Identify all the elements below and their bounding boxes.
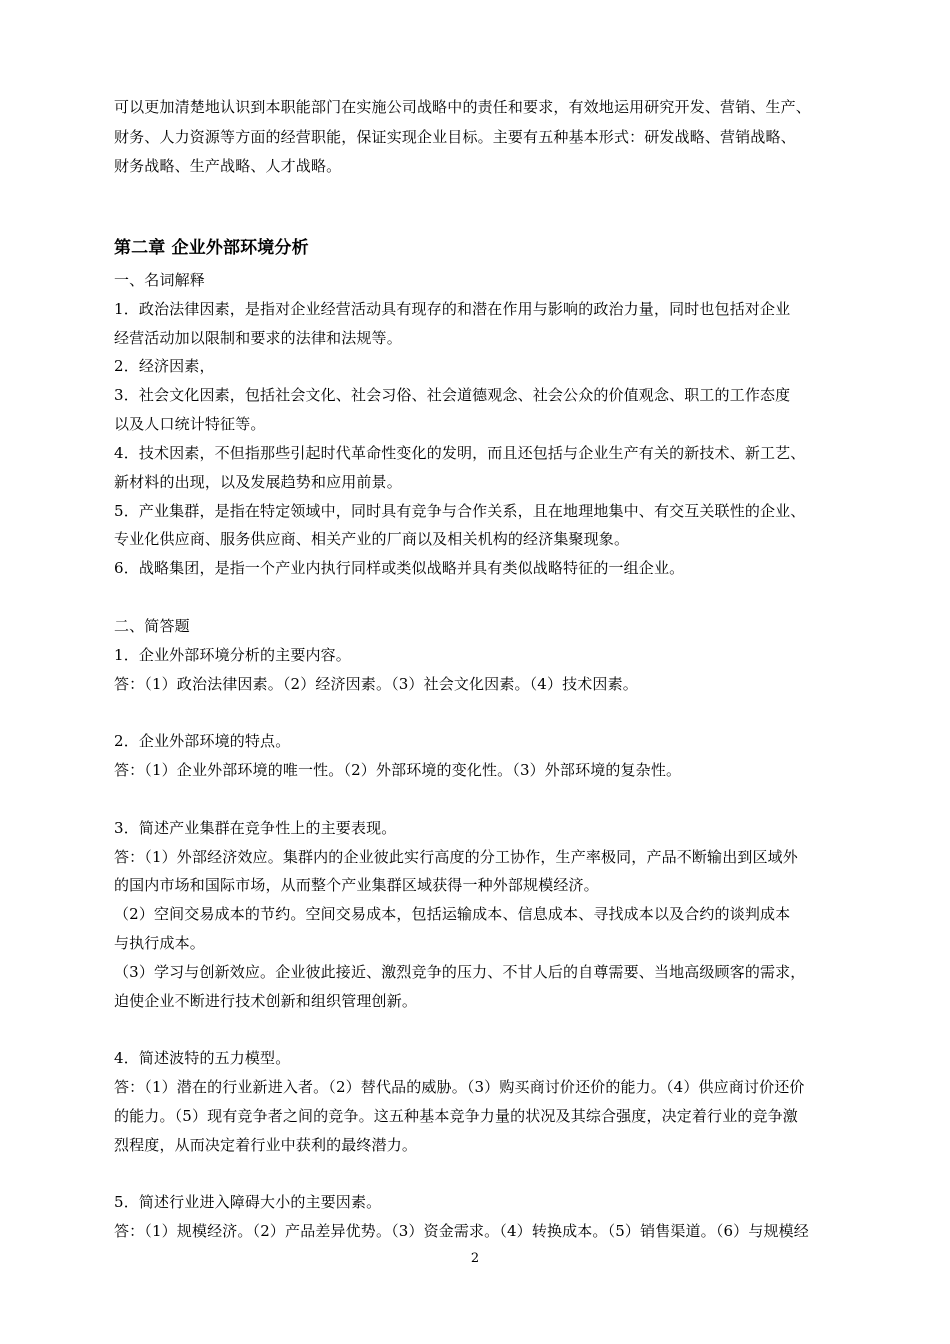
term-line: 3．社会文化因素，包括社会文化、社会习俗、社会道德观念、社会公众的价值观念、职工的工作态度	[114, 386, 791, 404]
answer-line: （2）空间交易成本的节约。空间交易成本，包括运输成本、信息成本、寻找成本以及合约的谈判成本	[114, 905, 791, 923]
question-3: 3．简述产业集群在竞争性上的主要表现。	[114, 819, 397, 837]
question-4: 4．简述波特的五力模型。	[114, 1049, 291, 1067]
term-line: 2．经济因素，	[114, 357, 215, 375]
intro-line: 财务、人力资源等方面的经营职能，保证实现企业目标。主要有五种基本形式：研发战略、营销战略、	[114, 128, 796, 146]
term-line: 1．政治法律因素，是指对企业经营活动具有现存的和潜在作用与影响的政治力量，同时也包括对企业	[114, 300, 791, 318]
answer-line: 烈程度，从而决定着行业中获利的最终潜力。	[114, 1136, 418, 1154]
term-line: 经营活动加以限制和要求的法律和法规等。	[114, 329, 402, 347]
term-line: 新材料的出现，以及发展趋势和应用前景。	[114, 473, 402, 491]
question-2: 2．企业外部环境的特点。	[114, 732, 291, 750]
intro-line: 可以更加清楚地认识到本职能部门在实施公司战略中的责任和要求，有效地运用研究开发、营销、生产、	[114, 98, 811, 116]
page-number: 2	[470, 1251, 480, 1266]
answer-line: 与执行成本。	[114, 934, 205, 952]
answer-line: 答：（1）企业外部环境的唯一性。（2）外部环境的变化性。（3）外部环境的复杂性。	[114, 761, 682, 779]
answer-line: （3）学习与创新效应。企业彼此接近、激烈竞争的压力、不甘人后的自尊需要、当地高级顾客的需求，	[114, 963, 806, 981]
answer-line: 的国内市场和国际市场，从而整个产业集群区域获得一种外部规模经济。	[114, 876, 599, 894]
term-line: 5．产业集群，是指在特定领域中，同时具有竞争与合作关系，且在地理地集中、有交互关联性的企业、	[114, 502, 806, 520]
term-line: 6．战略集团，是指一个产业内执行同样或类似战略并具有类似战略特征的一组企业。	[114, 559, 685, 577]
term-line: 4．技术因素，不但指那些引起时代革命性变化的发明，而且还包括与企业生产有关的新技术、新工艺、	[114, 444, 806, 462]
intro-line: 财务战略、生产战略、人才战略。	[114, 157, 342, 175]
question-1: 1．企业外部环境分析的主要内容。	[114, 646, 351, 664]
answer-line: 迫使企业不断进行技术创新和组织管理创新。	[114, 992, 418, 1010]
answer-line: 的能力。（5）现有竞争者之间的竞争。这五种基本竞争力量的状况及其综合强度，决定着行业的竞争激	[114, 1107, 798, 1125]
answer-line: 答：（1）政治法律因素。（2）经济因素。（3）社会文化因素。（4）技术因素。	[114, 675, 638, 693]
question-5: 5．简述行业进入障碍大小的主要因素。	[114, 1193, 382, 1211]
term-line: 专业化供应商、服务供应商、相关产业的厂商以及相关机构的经济集聚现象。	[114, 530, 630, 548]
answer-line: 答：（1）潜在的行业新进入者。（2）替代品的威胁。（3）购买商讨价还价的能力。（4）供应商讨价还价	[114, 1078, 805, 1096]
term-line: 以及人口统计特征等。	[114, 415, 266, 433]
answer-line: 答：（1）外部经济效应。集群内的企业彼此实行高度的分工协作，生产率极同，产品不断输出到区域外	[114, 848, 798, 866]
section-heading-terms: 一、名词解释	[114, 271, 205, 289]
answer-line: 答：（1）规模经济。（2）产品差异优势。（3）资金需求。（4）转换成本。（5）销售渠道。（6）与规模经	[114, 1222, 809, 1240]
section-heading-qa: 二、简答题	[114, 617, 190, 635]
chapter-title: 第二章 企业外部环境分析	[114, 238, 309, 258]
